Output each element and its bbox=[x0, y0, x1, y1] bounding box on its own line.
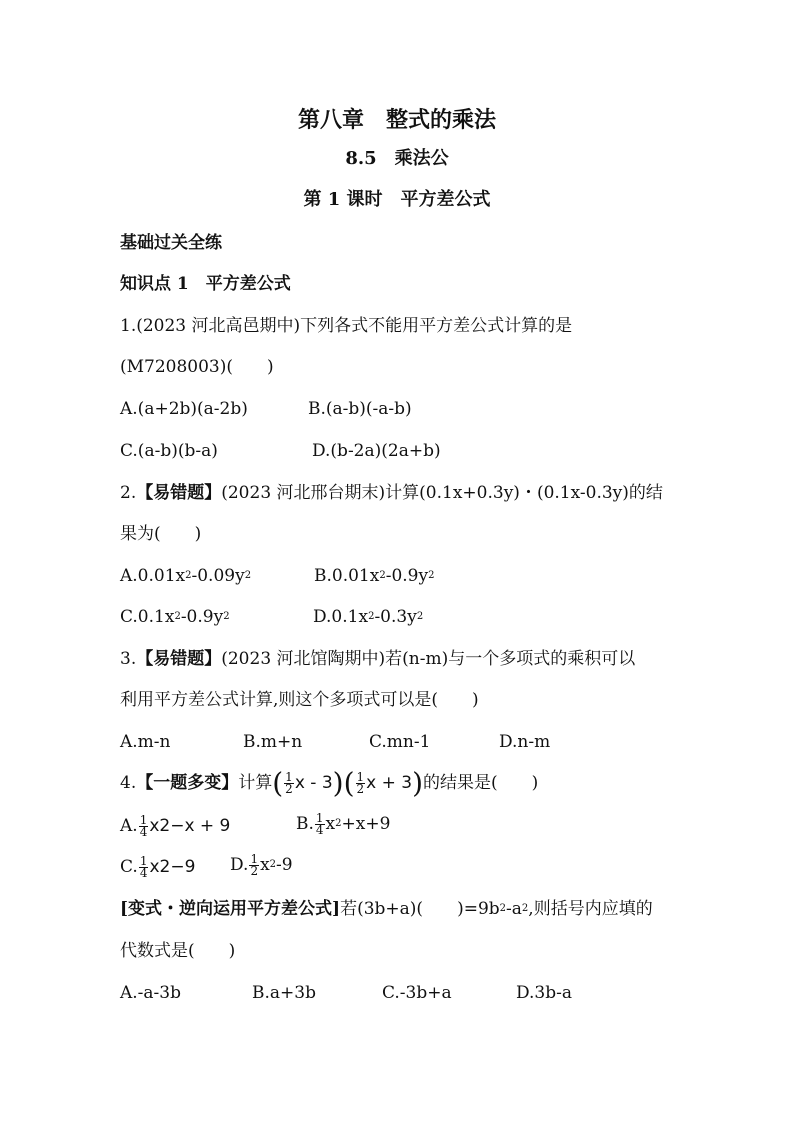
q3-number: 3. bbox=[120, 649, 137, 669]
q3-text: (2023 河北馆陶期中)若(n-m)与一个多项式的乘积可以 bbox=[221, 649, 636, 669]
q4-tag: 【一题多变】 bbox=[136, 773, 239, 793]
variant-stem: [变式・逆向运用平方差公式]若(3b+a)( )$=9b^2-a^2$,则括号内应填的 bbox=[120, 899, 653, 919]
q1-option-c: C.(a-b)(b-a) bbox=[120, 441, 218, 461]
q1-stem-cont: (M7208003)( ) bbox=[120, 357, 274, 377]
q3-option-b: B.m+n bbox=[243, 732, 303, 752]
q3-option-c: C.mn-1 bbox=[369, 732, 431, 752]
chapter-title: 第八章 整式的乘法 bbox=[297, 107, 496, 133]
q3-tag: 【易错题】 bbox=[136, 649, 222, 669]
q2-number: 2. bbox=[120, 483, 137, 503]
q2-tag: 【易错题】 bbox=[136, 483, 222, 503]
part-title: 基础过关全练 bbox=[120, 233, 222, 253]
q3-stem-cont: 利用平方差公式计算,则这个多项式可以是( ) bbox=[120, 690, 479, 710]
q4-number: 4. bbox=[120, 773, 137, 793]
q1-stem: 1.(2023 河北高邑期中)下列各式不能用平方差公式计算的是 bbox=[120, 316, 573, 336]
lesson-title: 第 1 课时 平方差公式 bbox=[303, 189, 491, 210]
q2-stem bbox=[120, 482, 663, 504]
q4-option-d: D. $\frac{1}{2}$ $x^2-9$ bbox=[230, 852, 293, 878]
q1-option-a: A.(a+2b)(a-2b) bbox=[120, 399, 248, 419]
q4-option-b: B. $\frac{1}{4}$ $x^2+x+9$ bbox=[296, 811, 391, 837]
q4-stem: 4.【一题多变】计算( $\frac{1}{2}$ x - 3)( $\frac{1}{2}$ x + 3)的结果是( ) bbox=[120, 766, 539, 800]
q3-option-a: A.m-n bbox=[120, 732, 171, 752]
q2-text: (2023 河北邢台期末)计算(0.1x+0.3y)・(0.1x-0.3y)的结 bbox=[221, 483, 663, 503]
q1-option-d: D.(b-2a)(2a+b) bbox=[312, 441, 441, 461]
q2-option-b: $B.0.01x^2-0.9y^2$ bbox=[314, 566, 435, 586]
q2-option-d: $D.0.1x^2-0.3y^2$ bbox=[313, 607, 424, 627]
q4-fraction-2: $\frac{1}{2}$ bbox=[356, 770, 365, 796]
variant-option-b: B.a+3b bbox=[252, 983, 316, 1003]
q4-fraction-1: $\frac{1}{2}$ bbox=[285, 770, 293, 796]
knowledge-point-title: 知识点 1 平方差公式 bbox=[120, 274, 291, 294]
q3-option-d: D.n-m bbox=[499, 732, 551, 752]
q2-option-a: $A.0.01x^2-0.09y^2$ bbox=[120, 566, 252, 586]
variant-option-c: C.-3b+a bbox=[382, 983, 452, 1003]
q4-option-c: C. $\frac{1}{4}$ x2−9 bbox=[120, 854, 196, 880]
q2-stem-cont: 果为( ) bbox=[120, 524, 202, 544]
variant-stem-cont: 代数式是( ) bbox=[120, 941, 236, 961]
variant-tag: [变式・逆向运用平方差公式] bbox=[120, 899, 341, 919]
variant-option-a: A.-a-3b bbox=[120, 983, 182, 1003]
q2-option-c: $C.0.1x^2-0.9y^2$ bbox=[120, 607, 230, 627]
section-title: 8.5 乘法公 bbox=[345, 148, 449, 169]
q3-stem bbox=[120, 648, 635, 670]
q4-option-a: A. $\frac{1}{4}$ x2−x + 9 bbox=[120, 813, 231, 839]
variant-option-d: D.3b-a bbox=[516, 983, 573, 1003]
q1-option-b: B.(a-b)(-a-b) bbox=[308, 399, 412, 419]
